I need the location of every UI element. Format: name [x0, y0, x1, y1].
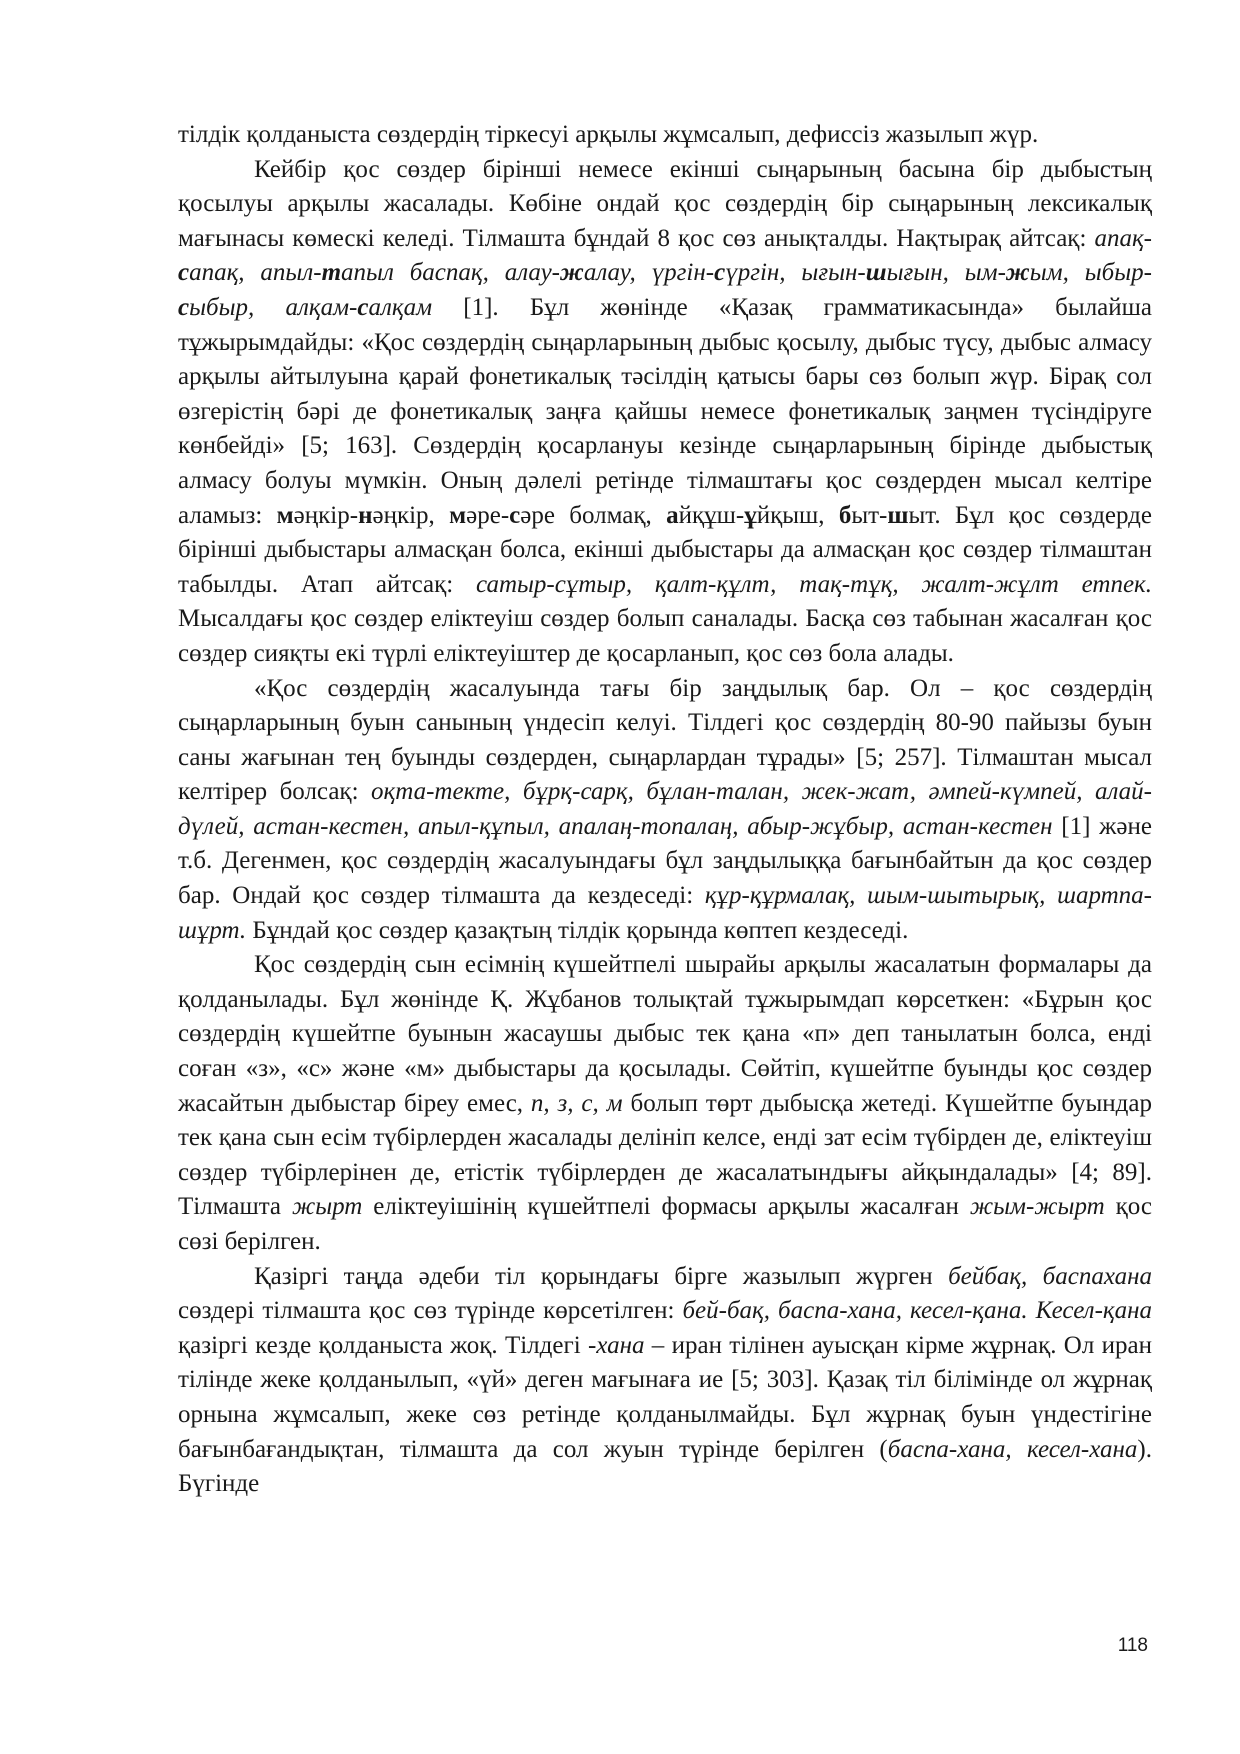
text-run: с: [178, 259, 190, 287]
text-run: ұ: [744, 501, 757, 529]
text-run: п, з, с, м: [530, 1089, 623, 1117]
text-run: қазіргі кезде қолданыста жоқ. Тілдегі: [178, 1331, 588, 1359]
text-run: үргін, ығын-: [725, 259, 866, 287]
text-run: м: [449, 501, 467, 529]
text-run: жырт: [291, 1193, 363, 1221]
text-run: алқам: [368, 293, 433, 321]
text-run: – иран тілінен ауысқан кірме жұрнақ. Ол иран тілінде жеке қолданылып, «үй» деген мағынаға ие [5; 303]. Қазақ тіл білімінде ол жұрнақ орнына жұмсалып, жеке сөз ретінде қолданылмайды. Бұл жұрнақ буын үндестігіне бағынбағандықтан, тілмашта да сол жуын түрінде берілген (: [178, 1331, 1153, 1463]
text-run: с: [714, 259, 726, 287]
text-run: әре-: [466, 501, 510, 529]
paragraph: [178, 672, 1152, 949]
text-run: ыт-: [851, 501, 888, 529]
text-run: әңкір-: [293, 501, 359, 529]
paragraph: [178, 153, 1152, 672]
text-run: с: [357, 293, 369, 321]
text-run: алау, үргін-: [583, 259, 715, 287]
text-run: Мысалдағы қос сөздер еліктеуіш сөздер болып саналады. Басқа сөз табынан жасалған қос сөздер сияқты екі түрлі еліктеуіштер де қосарланып, қос сөз бола алады.: [178, 605, 1152, 667]
text-run: «Қос сөздердің жасалуында тағы бір заңдылық бар. Ол – қос сөздердің сыңарларының буын санының үндесіп келуі. Тілдегі қос сөздердің 80-90 пайызы буын саны жағынан тең буынды сөздерден, сыңарлардан тұрады» [5; 257]. Тілмаштан мысал келтірер болсақ:: [178, 674, 1152, 806]
text-run: йқыш,: [756, 501, 839, 529]
text-run: бей-бақ, баспа-хана, кесел-қана. Кесел-қана: [682, 1297, 1152, 1325]
paragraph: [178, 948, 1152, 1259]
text-run: болып төрт дыбысқа жетеді. Күшейтпе буындар тек қана сын есім түбірлерден жасалады делініп келсе, енді зат есім түбірден де, еліктеуіш сөздер түбірлерінен де, етістік түбірлерден де жасалатындығы айқындалады» [4; 89]. Тілмашта: [178, 1089, 1152, 1221]
text-run: ш: [865, 259, 887, 287]
text-run: т: [321, 259, 342, 287]
document-body: [178, 118, 1152, 1502]
text-run: [1] және т.б. Дегенмен, қос сөздердің жасалуындағы бұл заңдылыққа бағынбайтын да қос сөздер бар. Ондай қос сөздер тілмашта да кездеседі:: [178, 812, 1152, 910]
text-run: ж: [560, 259, 584, 287]
text-run: тілдік қолданыста сөздердің тіркесуі арқылы жұмсалып, дефиссіз жазылып жүр.: [178, 121, 1039, 148]
text-run: әре болмақ,: [520, 501, 667, 529]
text-run: ыт. Бұл қос сөздерде бірінші дыбыстары алмасқан болса, екінші дыбыстары да алмасқан қос сөздер тілмаштан табылды. Атап айтсақ:: [178, 501, 1152, 598]
text-run: ). Бүгінде: [178, 1435, 1152, 1498]
page-number: 118: [1117, 1635, 1148, 1656]
text-run: Бұндай қос сөздер қазақтың тілдік қорында көптеп кездеседі.: [246, 916, 909, 944]
text-run: апақ, апыл-: [189, 259, 322, 287]
text-run: с: [178, 293, 190, 321]
text-run: [1]. Бұл жөнінде «Қазақ грамматикасында» былайша тұжырымдайды: «Қос сөздердің сыңарларының дыбыс қосылу, дыбыс түсу, дыбыс алмасу арқылы айтылуына қарай фонетикалық тәсілдің қатысы бары сөз болып жүр. Бірақ сол өзгерістің бәрі де фонетикалық заңға қайшы немесе фонетикалық заңмен түсіндіруге көнбейді» [5; 163]. Сөздердің қосарлануы кезінде сыңарларының бірінде дыбыстық алмасу болуы мүмкін. Оның дәлелі ретінде тілмаштағы қос сөздерден мысал келтіре аламыз:: [178, 293, 1152, 529]
text-run: -хана: [587, 1331, 645, 1359]
paragraph: [178, 1260, 1152, 1502]
text-run: ш: [887, 501, 909, 529]
text-run: еліктеуішінің күшейтпелі формасы арқылы жасалған: [362, 1193, 970, 1221]
text-run: с: [509, 501, 521, 529]
text-run: жым-жырт: [969, 1193, 1105, 1221]
text-run: ыбыр, алқам-: [189, 293, 358, 321]
text-run: м: [276, 501, 294, 529]
text-run: ым, ыбыр-: [1029, 259, 1152, 287]
text-run: Кейбір қос сөздер бірінші немесе екінші сыңарының басына бір дыбыстың қосылуы арқылы жасалады. Көбіне ондай қос сөздердің бір сыңарының лексикалық мағынасы көмескі келеді. Тілмашта бұндай 8 қос сөз анықталды. Нақтырақ айтсақ:: [178, 155, 1152, 252]
text-run: қос сөзі берілген.: [178, 1193, 1152, 1255]
text-run: апыл баспақ, алау-: [341, 259, 560, 287]
text-run: сөздері тілмашта қос сөз түрінде көрсетілген:: [178, 1297, 683, 1325]
text-run: ығын, ым-: [886, 259, 1006, 287]
text-run: Қазіргі таңда әдеби тіл қорындағы бірге жазылып жүрген: [254, 1262, 949, 1290]
text-run: Қос сөздердің сын есімнің күшейтпелі шырайы арқылы жасалатын формалары да қолданылады. Бұл жөнінде Қ. Жұбанов толықтай тұжырымдап көрсеткен: «Бұрын қос сөздердің күшейтпе буынын жасаушы дыбыс тек қана «п» деп танылатын болса, енді соған «з», «с» және «м» дыбыстары да қосылады. Сөйтіп, күшейтпе буынды қос сөздер жасайтын дыбыстар біреу емес,: [178, 951, 1152, 1117]
paragraph: [178, 118, 1152, 153]
text-run: баспа-хана, кесел-хана: [887, 1435, 1138, 1463]
text-run: н: [358, 501, 373, 529]
text-run: құр-құрмалақ, шым-шытырық, шартпа-шұрт.: [178, 882, 1153, 944]
text-run: әңкір,: [372, 501, 450, 529]
text-run: б: [838, 501, 852, 529]
text-run: йқұш-: [678, 501, 745, 529]
text-run: а: [666, 501, 679, 529]
text-run: апақ-: [1094, 224, 1152, 252]
text-run: оқта-текте, бұрқ-сарқ, бұлан-талан, жек-жат, әмпей-күмпей, алай-дүлей, астан-кестен, апыл-құпыл, апалаң-топалаң, абыр-жұбыр, астан-кестен: [178, 778, 1152, 840]
text-run: ж: [1005, 259, 1030, 287]
text-run: бейбақ, баспахана: [948, 1262, 1152, 1290]
text-run: сатыр-сұтыр, қалт-құлт, тақ-тұқ, жалт-жұлт етпек.: [476, 570, 1152, 598]
